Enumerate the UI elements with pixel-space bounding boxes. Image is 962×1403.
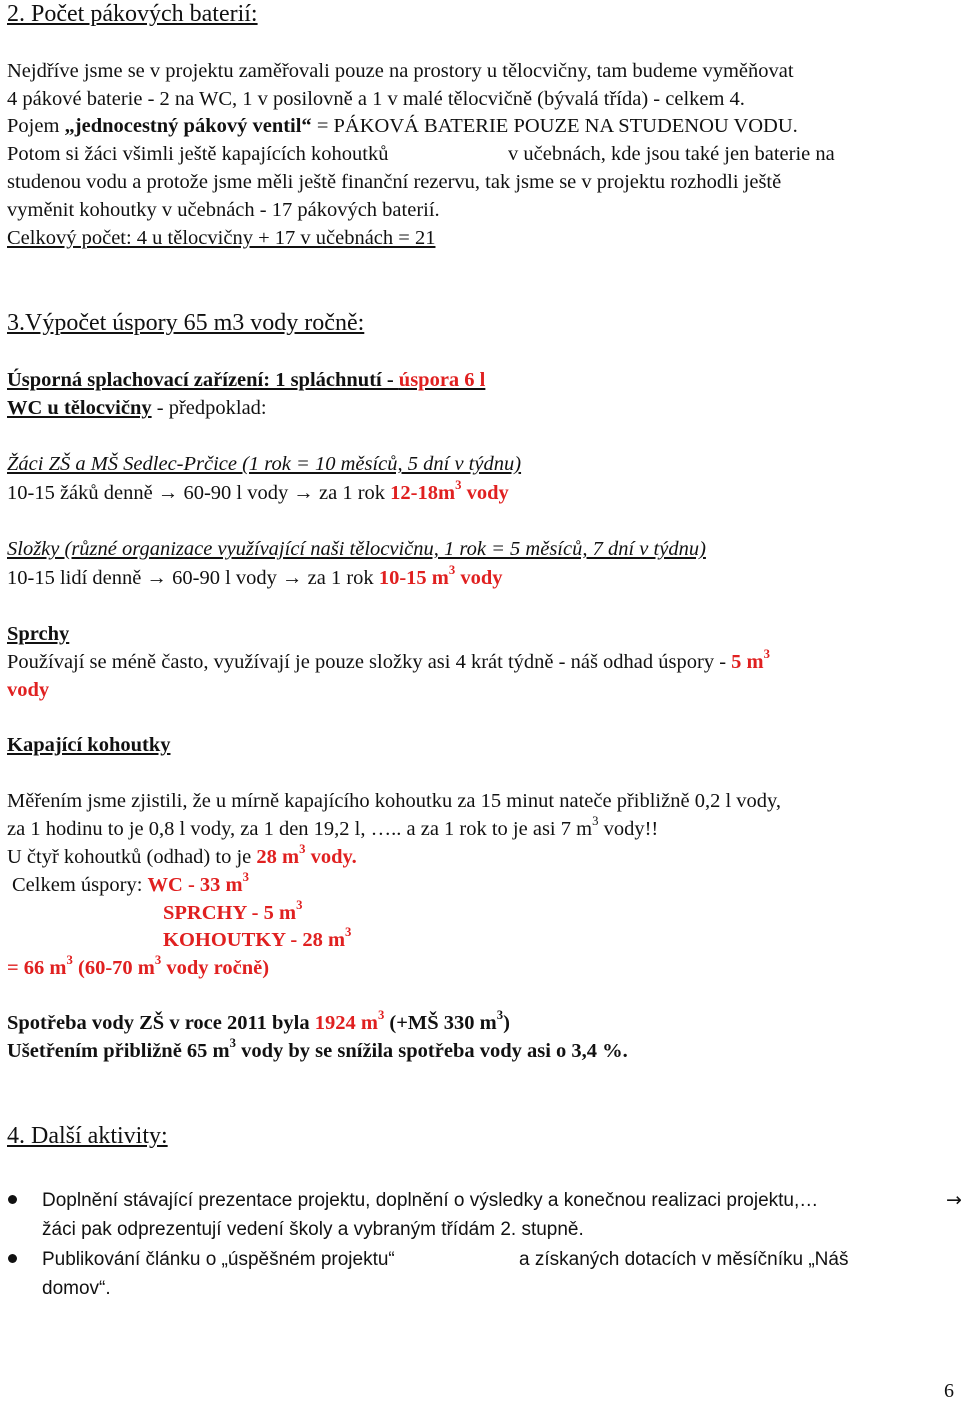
zaci-result: $12-18m^3$ vody bbox=[390, 478, 509, 504]
celkem-kohoutky: KOHOUTKY - 28 $m^3$ bbox=[163, 925, 352, 951]
bullet-1-text: Doplnění stávající prezentace projektu, doplnění o výsledky a konečnou realizaci projektu,… bbox=[42, 1190, 819, 1211]
s2-line-2: 4 pákové baterie - 2 na WC, 1 v posilovně a 1 v malé tělocvičně (bývalá třída) - celkem 4. bbox=[7, 88, 745, 110]
slozky-title: Složky (různé organizace využívající naši tělocvičnu, 1 rok = 5 měsíců, 7 dní v týdnu) bbox=[7, 538, 706, 560]
wc-saving: úspora 6 l bbox=[398, 369, 486, 391]
slozky-b: 60-90 l vody bbox=[167, 567, 283, 589]
spotreba-line bbox=[7, 1009, 510, 1037]
kap-line-3 bbox=[7, 843, 357, 871]
bullet-1-line-2: žáci pak odprezentují vedení školy a vybraným třídám 2. stupně. bbox=[42, 1219, 584, 1240]
s2-line-6: vyměnit kohoutky v učebnách - 17 pákových baterií. bbox=[7, 199, 440, 221]
zaci-c: za 1 rok bbox=[313, 482, 391, 504]
usetrenim-line bbox=[7, 1037, 628, 1065]
wc-line-1 bbox=[7, 366, 485, 394]
bullet-2-line-1b: a získaných dotacích v měsíčníku „Náš bbox=[519, 1249, 849, 1270]
kap-result: 28 $m^3$ vody. bbox=[256, 842, 357, 868]
superscript: 3 bbox=[592, 814, 599, 829]
sprchy-title: Sprchy bbox=[7, 623, 70, 645]
slozky-c: za 1 rok bbox=[302, 567, 379, 589]
kap-3-a: U čtyř kohoutků (odhad) to je bbox=[7, 846, 257, 868]
sprchy-a: Používají se méně často, využívají je pouze složky asi 4 krát týdně - náš odhad úspory - bbox=[7, 651, 732, 673]
kap-2-b: vody!! bbox=[598, 818, 659, 840]
wc-assumption: - předpoklad: bbox=[151, 397, 267, 419]
sprchy-line-1 bbox=[7, 648, 770, 676]
bullet-2-line-1a: Publikování článku o „úspěšném projektu“ bbox=[42, 1249, 395, 1270]
arrow-icon: → bbox=[157, 482, 179, 504]
bullet-2-line-2: domov“. bbox=[42, 1278, 111, 1299]
zaci-b: 60-90 l vody bbox=[178, 482, 294, 504]
wc-location: WC u tělocvičny bbox=[7, 397, 152, 419]
slozky-a: 10-15 lidí denně bbox=[7, 567, 147, 589]
wc-line-2 bbox=[7, 394, 267, 422]
sprchy-saving: 5 $m^3$ bbox=[731, 647, 770, 673]
s2-line-5: studenou vodu a protože jsme měli ještě finanční rezervu, tak jsme se v projektu rozhodli ještě bbox=[7, 171, 782, 193]
usetrenim-a: Ušetřením přibližně 65 m bbox=[7, 1040, 230, 1062]
spotreba-c: (+MŠ 330 m bbox=[384, 1012, 497, 1034]
s2-line-3 bbox=[7, 112, 798, 140]
s2-line-4b: v učebnách, kde jsou také jen baterie na bbox=[508, 143, 835, 165]
arrow-icon: → bbox=[293, 482, 314, 504]
zaci-line bbox=[7, 479, 509, 507]
bullet-icon bbox=[8, 1186, 22, 1200]
s2-line-3-a: Pojem bbox=[7, 115, 65, 137]
s2-line-4a: Potom si žáci všimli ještě kapajících kohoutků bbox=[7, 143, 389, 165]
s2-line-3-c: = PÁKOVÁ BATERIE POUZE NA STUDENOU VODU. bbox=[311, 115, 798, 137]
celkem-label: Celkem úspory: bbox=[12, 874, 148, 896]
slozky-result: 10-15 $m^3$ vody bbox=[378, 563, 503, 589]
spotreba-a: Spotřeba vody ZŠ v roce 2011 byla bbox=[7, 1012, 315, 1034]
section-4-heading: 4. Další aktivity: bbox=[7, 1123, 168, 1149]
section-3-heading: 3.Výpočet úspory 65 m3 vody ročně: bbox=[7, 310, 365, 336]
bullet-1-line-1 bbox=[42, 1186, 962, 1215]
wc-line-1-a: Úsporná splachovací zařízení: 1 spláchnutí - bbox=[7, 369, 399, 391]
s2-total: Celkový počet: 4 u tělocvičny + 17 v učebnách = 21 bbox=[7, 227, 436, 249]
section-2-heading: 2. Počet pákových baterií: bbox=[7, 1, 258, 27]
arrow-icon: → bbox=[946, 1189, 962, 1211]
arrow-icon: → bbox=[282, 567, 303, 589]
celkem-line bbox=[12, 871, 249, 899]
spotreba-value: 1924 $m^3$ bbox=[314, 1008, 385, 1034]
celkem-wc: WC - 33 $m^3$ bbox=[147, 870, 249, 896]
celkem-sprchy: SPRCHY - 5 $m^3$ bbox=[163, 898, 303, 924]
kap-line-1: Měřením jsme zjistili, že u mírně kapajícího kohoutku za 15 minut nateče přibližně 0,2 l vody, bbox=[7, 790, 782, 812]
kapajici-title: Kapající kohoutky bbox=[7, 734, 171, 756]
s2-term: „jednocestný pákový ventil“ bbox=[64, 115, 312, 137]
spotreba-d: ) bbox=[503, 1012, 510, 1034]
page-number: 6 bbox=[944, 1380, 954, 1402]
kap-line-2 bbox=[7, 815, 658, 843]
zaci-a: 10-15 žáků denně bbox=[7, 482, 158, 504]
arrow-icon: → bbox=[146, 567, 167, 589]
slozky-line bbox=[7, 564, 502, 592]
bullet-icon bbox=[8, 1245, 22, 1259]
usetrenim-b: vody by se snížila spotřeba vody asi o 3,4 %. bbox=[235, 1040, 628, 1062]
kap-2-a: za 1 hodinu to je 0,8 l vody, za 1 den 19,2 l, ….. a za 1 rok to je asi 7 m bbox=[7, 818, 593, 840]
sprchy-line-2: vody bbox=[7, 679, 50, 701]
superscript: 3 bbox=[496, 1008, 504, 1023]
s2-line-1: Nejdříve jsme se v projektu zaměřovali pouze na prostory u tělocvičny, tam budeme vyměňovat bbox=[7, 60, 794, 82]
zaci-title: Žáci ZŠ a MŠ Sedlec-Prčice (1 rok = 10 měsíců, 5 dní v týdnu) bbox=[7, 453, 522, 475]
superscript: 3 bbox=[229, 1036, 236, 1051]
celkem-total: = 66 $m^3$ (60-70 $m^3$ vody ročně) bbox=[7, 953, 270, 979]
